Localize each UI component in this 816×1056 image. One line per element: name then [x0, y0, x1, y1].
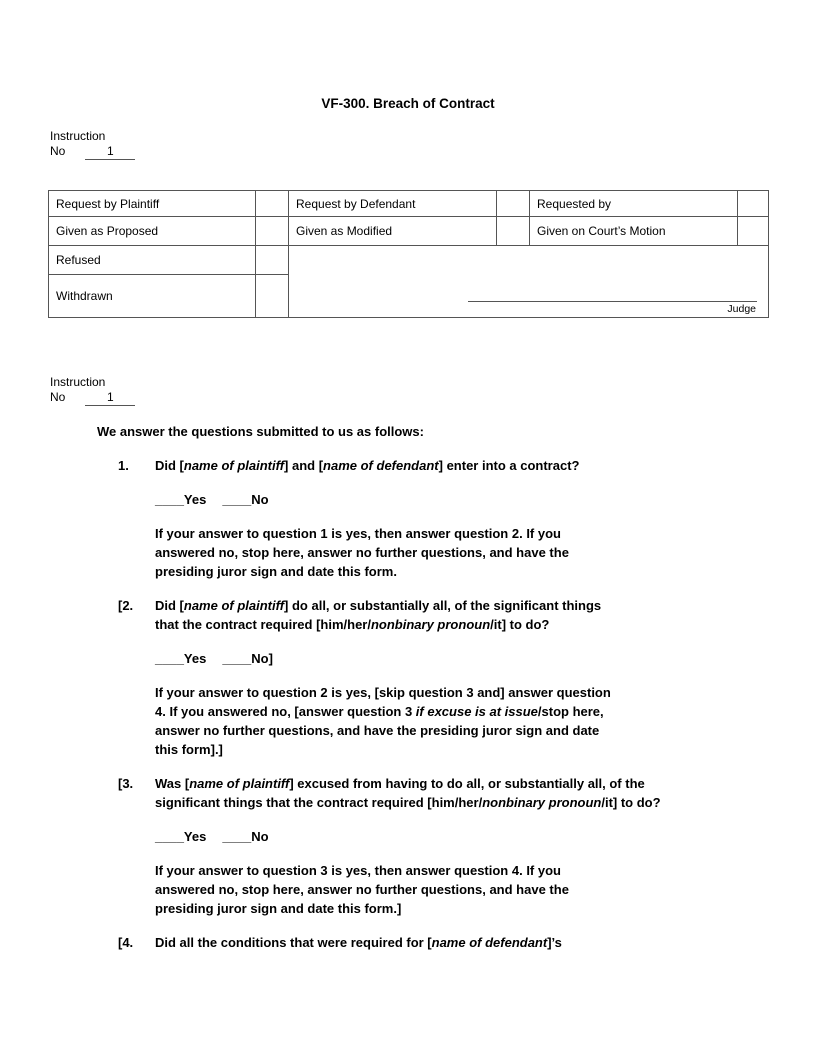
question-2-answers	[155, 649, 816, 668]
checkbox-cell-requested-by	[738, 191, 769, 217]
instruction-block-top	[50, 129, 135, 160]
instruction-no-label: No	[50, 390, 66, 404]
question-2-text: Did [name of plaintiff] do all, or substantially all, of the significant things that the contract required [him/her/nonbinary pronoun/it] to do?	[155, 598, 602, 632]
instruction-number-blank: 1	[85, 144, 135, 160]
question-3-direction: If your answer to question 3 is yes, then answer question 4. If you answered no, stop here, answer no further questions, and have the presiding juror sign and date this form.]	[155, 863, 569, 916]
table-row	[49, 217, 769, 246]
question-2-direction: If your answer to question 2 is yes, [skip question 3 and] answer question 4. If you answered no, [answer question 3 if excuse is at issue/stop here, answer no further questions, and have the presiding juror sign and date this form].]	[155, 685, 611, 757]
table-row	[49, 246, 769, 275]
checkbox-cell-given-as-proposed	[256, 217, 289, 246]
checkbox-cell-refused	[256, 246, 289, 275]
yes-answer-blank: ____Yes	[155, 829, 207, 844]
verdict-form-body	[0, 422, 816, 967]
question-4-number: [4.	[118, 935, 134, 950]
question-4	[118, 933, 816, 952]
cell-request-by-defendant: Request by Defendant	[289, 191, 497, 217]
instruction-number-row	[50, 390, 135, 406]
instruction-number-blank: 1	[85, 390, 135, 406]
question-3-answers	[155, 827, 816, 846]
cell-withdrawn: Withdrawn	[49, 275, 256, 318]
verdict-intro: We answer the questions submitted to us as follows:	[97, 424, 424, 439]
checkbox-cell-request-by-plaintiff	[256, 191, 289, 217]
question-1-number: 1.	[118, 458, 129, 473]
question-1-direction: If your answer to question 1 is yes, then answer question 2. If you answered no, stop here, answer no further questions, and have the presiding juror sign and date this form.	[155, 526, 569, 579]
table-row	[49, 191, 769, 217]
checkbox-cell-given-on-courts-motion	[738, 217, 769, 246]
judge-signature-cell	[289, 246, 769, 318]
instruction-status-table	[48, 190, 769, 318]
question-1-text: Did [name of plaintiff] and [name of defendant] enter into a contract?	[155, 458, 580, 473]
instruction-label: Instruction	[50, 129, 106, 143]
judge-signature-line	[468, 301, 757, 302]
question-3-number: [3.	[118, 776, 134, 791]
question-2	[118, 596, 816, 634]
cell-given-on-courts-motion: Given on Court’s Motion	[530, 217, 738, 246]
cell-refused: Refused	[49, 246, 256, 275]
cell-request-by-plaintiff: Request by Plaintiff	[49, 191, 256, 217]
question-2-number: [2.	[118, 598, 134, 613]
checkbox-cell-withdrawn	[256, 275, 289, 318]
instruction-no-label: No	[50, 144, 66, 158]
question-3-text: Was [name of plaintiff] excused from having to do all, or substantially all, of the significant things that the contract required [him/her/nonbinary pronoun/it] to do?	[155, 776, 661, 810]
no-answer-blank: ____No]	[222, 651, 273, 666]
instruction-block-verdict	[50, 375, 135, 406]
cell-requested-by: Requested by	[530, 191, 738, 217]
instruction-number-row	[50, 144, 135, 160]
question-4-text: Did all the conditions that were required for [name of defendant]’s	[155, 935, 562, 950]
page-title: VF-300. Breach of Contract	[321, 96, 495, 111]
yes-answer-blank: ____Yes	[155, 492, 207, 507]
no-answer-blank: ____No	[222, 492, 269, 507]
question-3	[118, 774, 816, 812]
question-1	[118, 456, 816, 475]
no-answer-blank: ____No	[222, 829, 269, 844]
cell-given-as-proposed: Given as Proposed	[49, 217, 256, 246]
yes-answer-blank: ____Yes	[155, 651, 207, 666]
question-1-answers	[155, 490, 816, 509]
instruction-label: Instruction	[50, 375, 106, 389]
checkbox-cell-given-as-modified	[497, 217, 530, 246]
judge-label: Judge	[727, 303, 756, 315]
cell-given-as-modified: Given as Modified	[289, 217, 497, 246]
checkbox-cell-request-by-defendant	[497, 191, 530, 217]
